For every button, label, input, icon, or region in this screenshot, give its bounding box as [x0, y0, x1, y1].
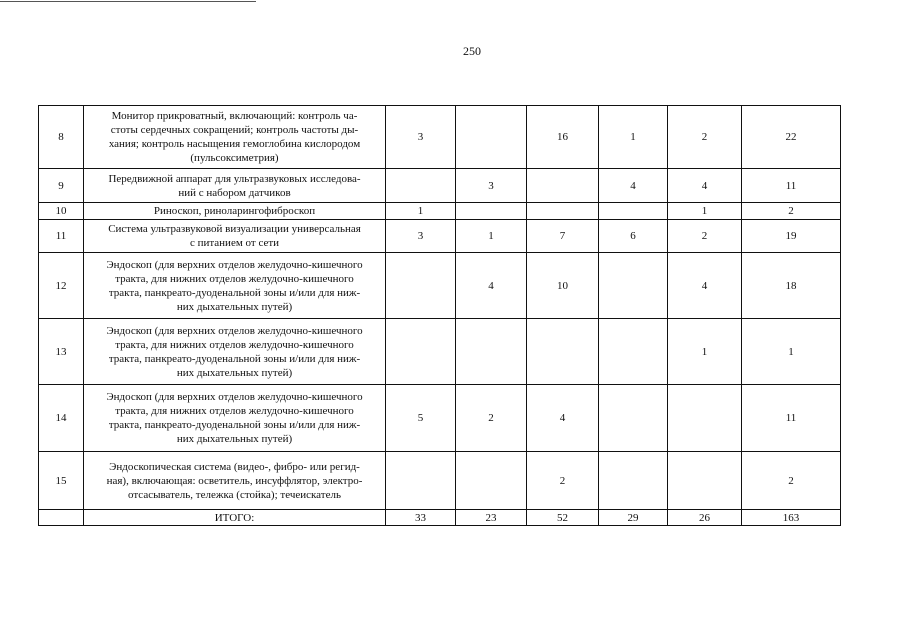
- value-cell: 1: [599, 106, 668, 169]
- table-row: [39, 385, 841, 452]
- equipment-table: [38, 105, 841, 526]
- value-cell: [386, 452, 456, 510]
- value-cell: [599, 452, 668, 510]
- row-number-cell: 15: [39, 452, 84, 510]
- value-cell: 4: [527, 385, 599, 452]
- value-cell: [599, 319, 668, 385]
- row-number-cell: 14: [39, 385, 84, 452]
- value-cell: 7: [527, 220, 599, 253]
- value-cell: 11: [742, 385, 841, 452]
- value-cell: 2: [668, 220, 742, 253]
- total-value-cell: 26: [668, 510, 742, 526]
- row-number-cell: 12: [39, 253, 84, 319]
- value-cell: 2: [456, 385, 527, 452]
- value-cell: 6: [599, 220, 668, 253]
- description-cell: Эндоскоп (для верхних отделов желудочно-кишечного тракта, для нижних отделов желудочно-кишечного тракта, панкреато-дуоденальной зоны и/или для ниж- них дыхательных путей): [84, 253, 386, 319]
- value-cell: 11: [742, 169, 841, 203]
- value-cell: 3: [456, 169, 527, 203]
- total-label-cell: ИТОГО:: [84, 510, 386, 526]
- value-cell: [599, 385, 668, 452]
- scan-edge-line: [0, 1, 256, 2]
- value-cell: 2: [668, 106, 742, 169]
- table-row: [39, 106, 841, 169]
- value-cell: 19: [742, 220, 841, 253]
- value-cell: [386, 253, 456, 319]
- empty-cell: [39, 510, 84, 526]
- description-cell: Эндоскоп (для верхних отделов желудочно-кишечного тракта, для нижних отделов желудочно-кишечного тракта, панкреато-дуоденальной зоны и/или для ниж- них дыхательных путей): [84, 319, 386, 385]
- value-cell: 5: [386, 385, 456, 452]
- value-cell: 18: [742, 253, 841, 319]
- page-number: 250: [463, 44, 481, 58]
- value-cell: 2: [527, 452, 599, 510]
- value-cell: [527, 169, 599, 203]
- description-cell: Риноскоп, риноларингофиброскоп: [84, 203, 386, 220]
- value-cell: 1: [742, 319, 841, 385]
- total-value-cell: 52: [527, 510, 599, 526]
- total-value-cell: 33: [386, 510, 456, 526]
- value-cell: [456, 106, 527, 169]
- value-cell: 2: [742, 452, 841, 510]
- description-cell: Эндоскопическая система (видео-, фибро- или регид- ная), включающая: осветитель, инсуффлятор, электро- отсасыватель, тележка (стойка); течеискатель: [84, 452, 386, 510]
- value-cell: 3: [386, 106, 456, 169]
- value-cell: 4: [599, 169, 668, 203]
- total-row: [39, 510, 841, 526]
- value-cell: 1: [386, 203, 456, 220]
- value-cell: [527, 203, 599, 220]
- table-row: [39, 319, 841, 385]
- value-cell: [668, 385, 742, 452]
- value-cell: 4: [668, 169, 742, 203]
- value-cell: [527, 319, 599, 385]
- table-row: [39, 452, 841, 510]
- row-number-cell: 10: [39, 203, 84, 220]
- row-number-cell: 8: [39, 106, 84, 169]
- table-row: [39, 169, 841, 203]
- value-cell: [386, 169, 456, 203]
- description-cell: Система ультразвуковой визуализации универсальная с питанием от сети: [84, 220, 386, 253]
- total-value-cell: 23: [456, 510, 527, 526]
- table-row: [39, 253, 841, 319]
- value-cell: [456, 203, 527, 220]
- table-row: [39, 203, 841, 220]
- value-cell: 1: [668, 319, 742, 385]
- value-cell: 1: [456, 220, 527, 253]
- description-cell: Эндоскоп (для верхних отделов желудочно-кишечного тракта, для нижних отделов желудочно-кишечного тракта, панкреато-дуоденальной зоны и/или для ниж- них дыхательных путей): [84, 385, 386, 452]
- value-cell: [668, 452, 742, 510]
- total-value-cell: 29: [599, 510, 668, 526]
- description-cell: Монитор прикроватный, включающий: контроль ча- стоты сердечных сокращений; контроль частоты ды- хания; контроль насыщения гемоглобина кислородом (пульсоксиметрия): [84, 106, 386, 169]
- value-cell: [599, 253, 668, 319]
- value-cell: 10: [527, 253, 599, 319]
- total-value-cell: 163: [742, 510, 841, 526]
- value-cell: 2: [742, 203, 841, 220]
- value-cell: 1: [668, 203, 742, 220]
- value-cell: 22: [742, 106, 841, 169]
- row-number-cell: 9: [39, 169, 84, 203]
- value-cell: 16: [527, 106, 599, 169]
- row-number-cell: 11: [39, 220, 84, 253]
- description-cell: Передвижной аппарат для ультразвуковых исследова- ний с набором датчиков: [84, 169, 386, 203]
- value-cell: 3: [386, 220, 456, 253]
- value-cell: [456, 452, 527, 510]
- value-cell: [386, 319, 456, 385]
- value-cell: 4: [668, 253, 742, 319]
- table-row: [39, 220, 841, 253]
- value-cell: [456, 319, 527, 385]
- value-cell: [599, 203, 668, 220]
- value-cell: 4: [456, 253, 527, 319]
- row-number-cell: 13: [39, 319, 84, 385]
